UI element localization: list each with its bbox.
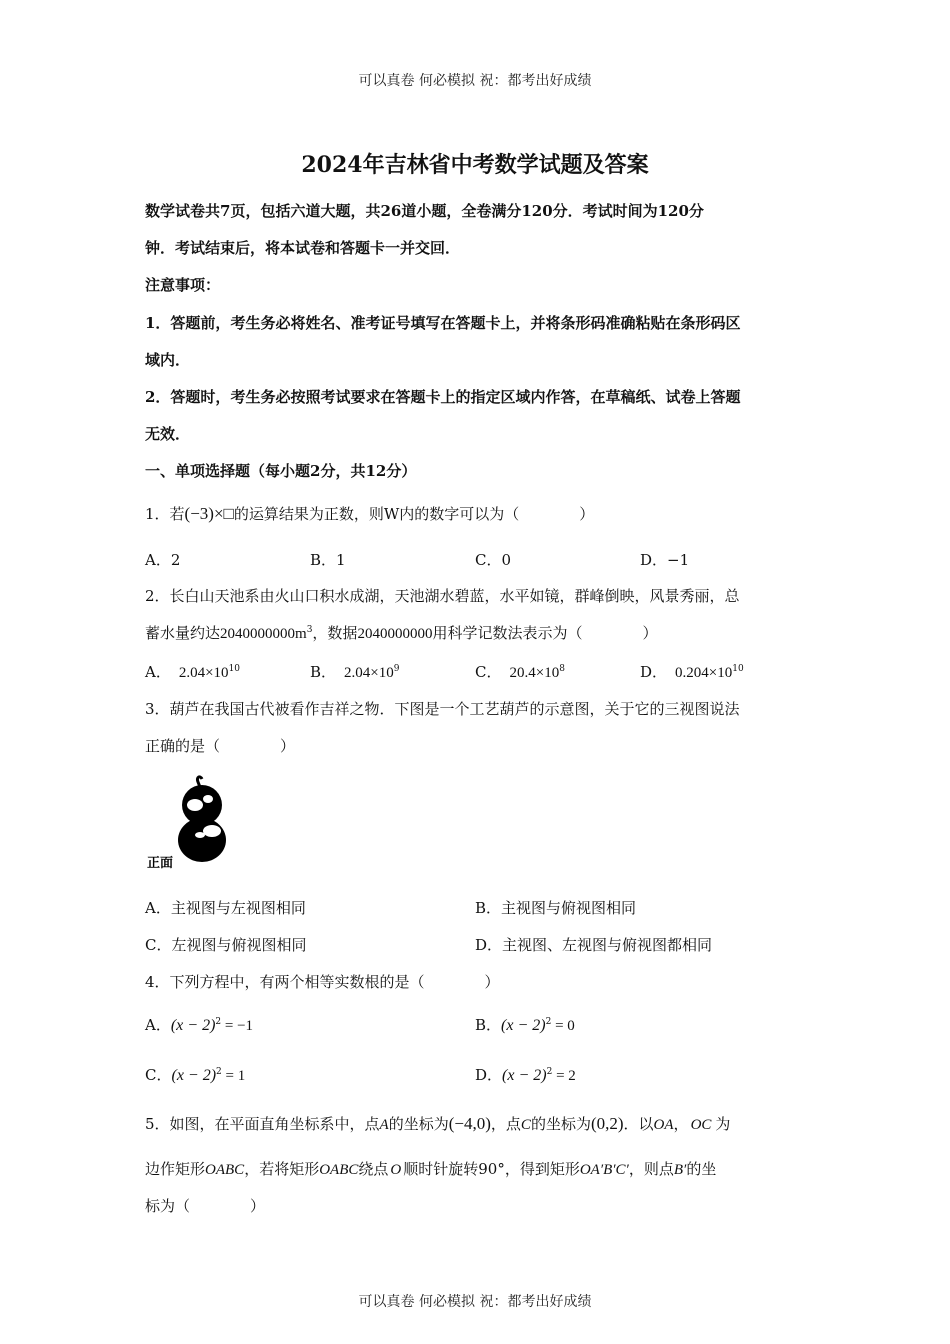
q5-text-9: ，若将矩形: [244, 1160, 320, 1178]
q2-option-a-base: 2.04×10: [178, 665, 229, 681]
q5-text-7: 为: [715, 1115, 731, 1133]
q2-text-b: ，数据: [312, 624, 358, 642]
q4-option-c-rhs: = 1: [221, 1068, 246, 1084]
q4-option-d-label: D．: [475, 1066, 503, 1084]
q4-option-c-label: C．: [145, 1066, 172, 1084]
q2-option-a: [145, 661, 240, 682]
q5-line-2: [145, 1158, 716, 1179]
q4-option-b-expr: (x − 2): [501, 1017, 546, 1034]
q2-option-d-exp: 10: [732, 664, 744, 674]
page-title: 2024年吉林省中考数学试题及答案: [301, 152, 649, 178]
q1-option-c: C．0: [475, 551, 512, 569]
q2-option-a-exp: 10: [228, 664, 241, 674]
q5-coord-a: (−4,0): [448, 1114, 491, 1133]
q1-option-d: D．−1: [640, 551, 690, 569]
q5-rect-2: OABC: [319, 1162, 359, 1178]
q1-prefix: 1．若: [145, 505, 185, 523]
q2-option-b: [310, 661, 399, 682]
page-footer: 可以真卷 何必模拟 祝：都考出好成绩: [358, 1294, 592, 1310]
q5-segment-oc: OC: [690, 1117, 712, 1133]
q4-option-b-label: B．: [475, 1016, 502, 1034]
q5-text-3: ，点: [490, 1115, 521, 1133]
q4-option-c: [145, 1064, 245, 1085]
q2-number: 2040000000: [357, 626, 433, 642]
q4-option-b-exp: 2: [545, 1017, 552, 1027]
note-2-line-1: 2．答题时，考生务必按照考试要求在答题卡上的指定区域内作答，在草稿纸、试卷上答题: [145, 388, 741, 406]
q5-text-1: 5．如图，在平面直角坐标系中，点: [145, 1115, 380, 1133]
q3-option-c: C．左视图与俯视图相同: [145, 936, 307, 954]
q1-option-b: B．1: [310, 551, 346, 569]
q5-point-c: C: [520, 1117, 531, 1133]
q4-option-a-expr: (x − 2): [170, 1017, 216, 1034]
q2-volume-exp: 3: [306, 625, 313, 635]
q2-option-c: [475, 661, 565, 682]
intro-line-1: 数学试卷共7页，包括六道大题，共26道小题，全卷满分120分．考试时间为120分: [145, 202, 704, 220]
q4-option-c-exp: 2: [216, 1067, 222, 1077]
q4-option-d-rhs: = 2: [552, 1068, 576, 1084]
q3-option-a: A．主视图与左视图相同: [145, 899, 306, 917]
q2-option-b-base: 2.04×10: [344, 665, 394, 681]
q5-point-a: A: [379, 1117, 389, 1133]
q2-option-b-label: B．: [310, 663, 337, 681]
q5-text-8: 边作矩形: [145, 1160, 206, 1178]
q2-option-c-label: C．: [475, 663, 502, 681]
q5-text-13: 的坐: [686, 1160, 717, 1178]
note-1-line-2: 域内．: [145, 351, 191, 369]
question-1: [145, 503, 594, 524]
q3-option-b: B．主视图与俯视图相同: [475, 899, 637, 917]
q5-rect-1: OABC: [205, 1162, 245, 1178]
gourd-icon: [178, 777, 226, 862]
q2-option-c-exp: 8: [559, 664, 565, 674]
q2-option-d-base: 0.204×10: [675, 665, 733, 681]
q4-option-b: [475, 1014, 575, 1035]
intro-line-2: 钟．考试结束后，将本试卷和答题卡一并交回．: [145, 239, 461, 257]
q2-option-b-exp: 9: [393, 664, 400, 674]
figure-label-front: 正面: [147, 856, 174, 871]
q5-point-o: O: [390, 1162, 402, 1178]
q5-segment-oa: OA: [653, 1117, 674, 1133]
q5-point-b-prime: B′: [673, 1162, 687, 1178]
q1-stem: 的运算结果为正数，则W内的数字可以为（ ）: [233, 505, 595, 523]
q2-line-2: [145, 622, 657, 643]
q2-option-c-base: 20.4×10: [509, 665, 560, 681]
q4-option-d-exp: 2: [546, 1067, 553, 1077]
q3-line-1: 3．葫芦在我国古代被看作吉祥之物．下图是一个工艺葫芦的示意图，关于它的三视图说法: [145, 700, 740, 718]
q5-text-5: ．以: [623, 1115, 654, 1133]
q4-option-b-rhs: = 0: [551, 1018, 575, 1034]
gourd-figure: [140, 775, 240, 875]
q4-option-d-expr: (x − 2): [502, 1067, 547, 1084]
q3-option-d: D．主视图、左视图与俯视图都相同: [475, 936, 713, 954]
q5-text-6: ，: [673, 1115, 689, 1133]
q5-coord-c: (0,2): [590, 1114, 624, 1133]
q2-option-d-label: D．: [640, 663, 668, 681]
notes-heading: 注意事项：: [145, 276, 221, 294]
q4-option-a-exp: 2: [215, 1017, 222, 1027]
q5-text-12: ，则点: [628, 1160, 674, 1178]
q5-text-11: 顺时针旋转90°，得到矩形: [403, 1160, 580, 1178]
section-1-heading: 一、单项选择题（每小题2分，共12分）: [145, 462, 417, 480]
note-2-line-2: 无效．: [145, 425, 191, 443]
note-1-line-1: 1．答题前，考生务必将姓名、准考证号填写在答题卡上，并将条形码准确粘贴在条形码区: [145, 314, 741, 332]
q3-line-2: 正确的是（ ）: [145, 737, 296, 755]
q4-option-d: [475, 1064, 576, 1085]
q2-text-c: 用科学记数法表示为（ ）: [432, 624, 658, 642]
q5-line-3: 标为（ ）: [145, 1197, 266, 1215]
q2-text-a: 蓄水量约达: [145, 624, 221, 642]
q5-text-10: 绕点: [358, 1160, 389, 1178]
q2-line-1: 2．长白山天池系由火山口积水成湖，天池湖水碧蓝，水平如镜，群峰倒映，风景秀丽，总: [145, 587, 740, 605]
q4-stem: 4．下列方程中，有两个相等实数根的是（ ）: [145, 973, 500, 991]
q1-expression: (−3)×□: [184, 504, 234, 523]
q5-text-2: 的坐标为: [388, 1115, 449, 1133]
q4-option-a-label: A．: [145, 1016, 171, 1034]
q2-option-d: [640, 661, 744, 682]
q4-option-a: [145, 1014, 253, 1035]
q2-volume: 2040000000m: [220, 626, 307, 642]
q5-text-4: 的坐标为: [530, 1115, 591, 1133]
q1-option-a: A．2: [145, 551, 181, 569]
q4-option-c-expr: (x − 2): [171, 1067, 217, 1084]
q4-option-a-rhs: = −1: [221, 1018, 254, 1034]
q5-line-1: [145, 1113, 730, 1134]
q2-option-a-label: A．: [145, 663, 171, 681]
page-header: 可以真卷 何必模拟 祝：都考出好成绩: [358, 73, 592, 89]
q5-rect-3: OA′B′C′: [579, 1162, 629, 1178]
